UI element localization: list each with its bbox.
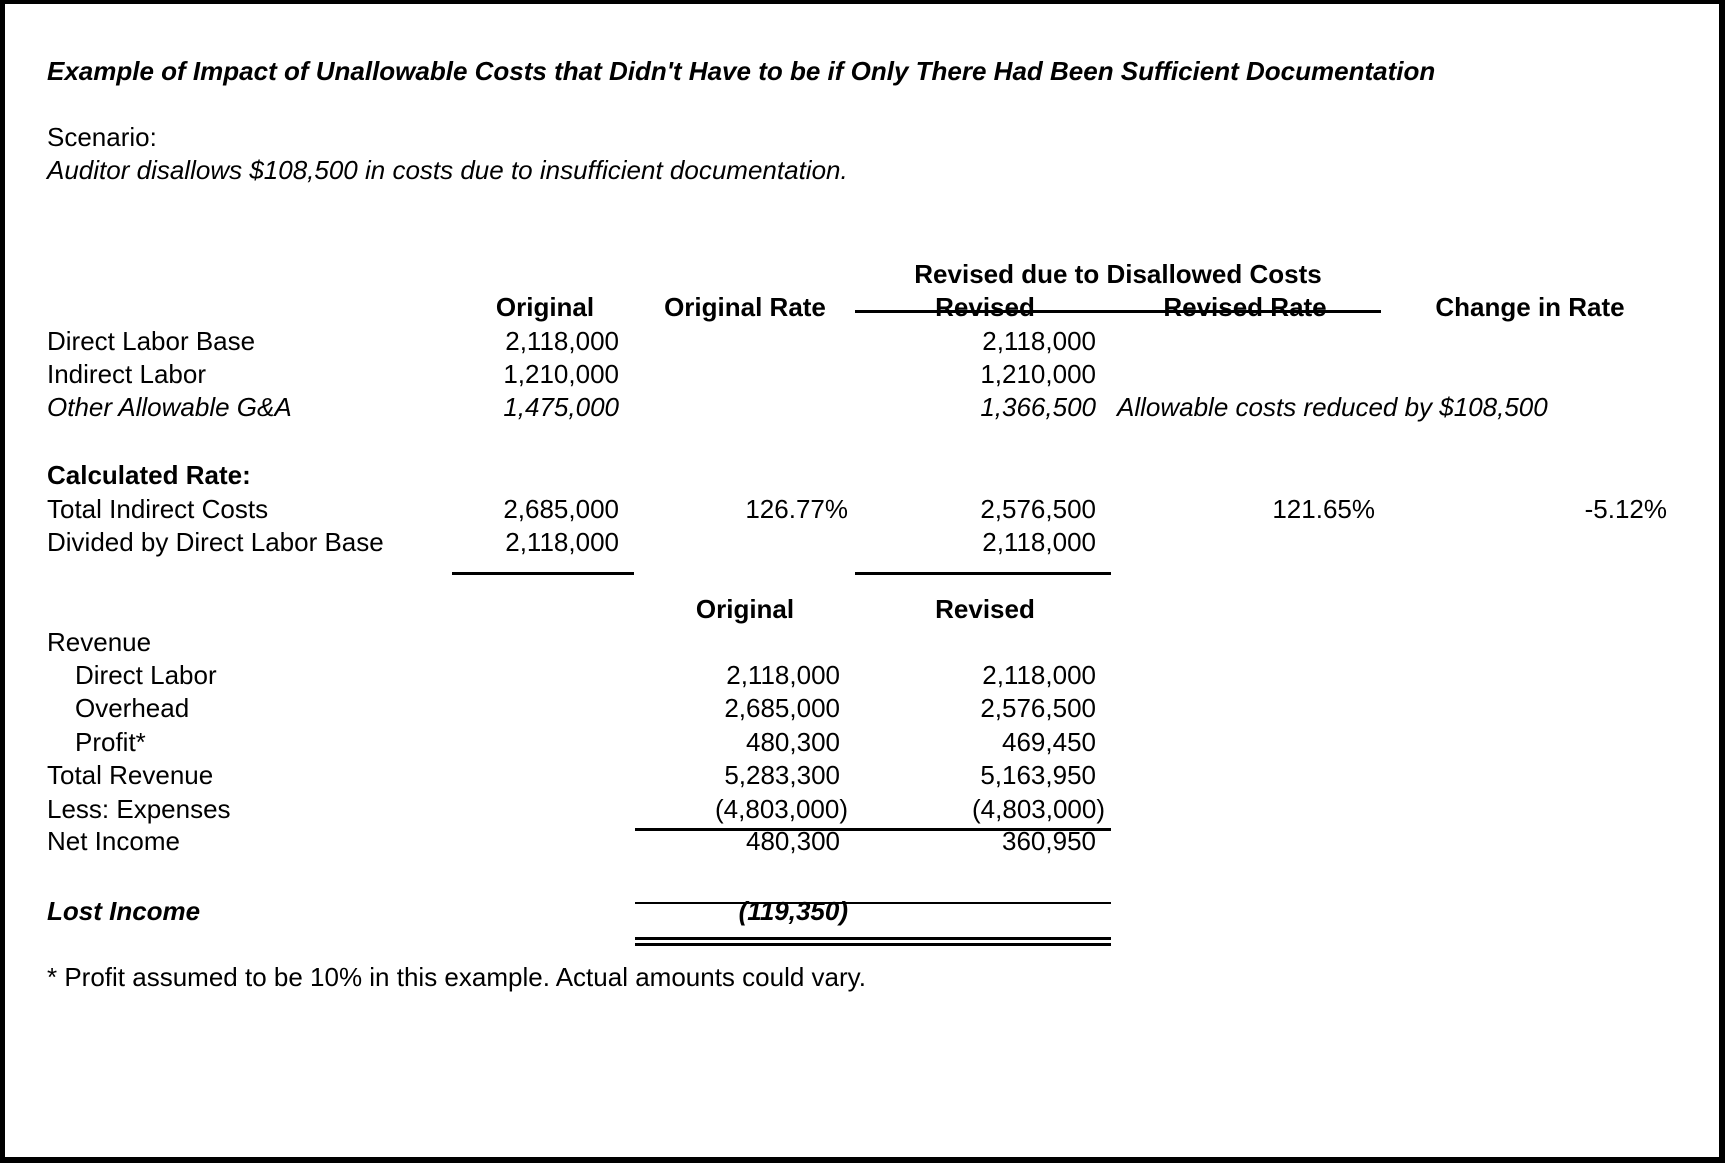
- expenses-original: (4,803,000): [715, 794, 848, 824]
- row-original: 1,210,000: [503, 359, 619, 389]
- document-title: Example of Impact of Unallowable Costs that Didn't Have to be if Only There Had Been Sufficient Documentation: [47, 56, 1436, 86]
- revised-rate-value: 121.65%: [1272, 494, 1375, 524]
- net-income-revised: 360,950: [1002, 826, 1096, 856]
- total-revenue-label: Total Revenue: [47, 760, 214, 790]
- denominator-label: Divided by Direct Labor Base: [47, 527, 384, 557]
- scenario-text: Auditor disallows $108,500 in costs due to insufficient documentation.: [47, 155, 848, 185]
- revised-fraction-line: [855, 572, 1111, 575]
- numerator-label: Total Indirect Costs: [47, 494, 269, 524]
- income-row-label: Profit*: [75, 727, 146, 757]
- row-revised: 1,366,500: [980, 392, 1096, 422]
- total-revenue-original: 5,283,300: [724, 760, 840, 790]
- double-underline-bottom: [635, 943, 1111, 946]
- row-note: Allowable costs reduced by $108,500: [1117, 392, 1548, 422]
- income-row-original: 2,685,000: [724, 693, 840, 723]
- original-numerator: 2,685,000: [503, 494, 619, 524]
- expenses-label: Less: Expenses: [47, 794, 231, 824]
- income-header-original: Original: [695, 594, 795, 624]
- revised-denominator: 2,118,000: [982, 527, 1096, 557]
- row-label: Other Allowable G&A: [47, 392, 292, 422]
- net-income-label: Net Income: [47, 826, 180, 856]
- row-original: 2,118,000: [505, 326, 619, 356]
- income-row-revised: 469,450: [1002, 727, 1096, 757]
- calculated-rate-heading: Calculated Rate:: [47, 460, 251, 490]
- income-header-revised: Revised: [935, 594, 1035, 624]
- row-original: 1,475,000: [503, 392, 619, 422]
- row-revised: 2,118,000: [982, 326, 1096, 356]
- revised-numerator: 2,576,500: [980, 494, 1096, 524]
- income-row-label: Direct Labor: [75, 660, 217, 690]
- row-label: Indirect Labor: [47, 359, 206, 389]
- income-row-original: 2,118,000: [726, 660, 840, 690]
- row-label: Direct Labor Base: [47, 326, 256, 356]
- original-fraction-line: [452, 572, 634, 575]
- total-revenue-revised: 5,163,950: [980, 760, 1096, 790]
- income-row-label: Overhead: [75, 693, 190, 723]
- income-row-revised: 2,118,000: [982, 660, 1096, 690]
- change-in-rate-value: -5.12%: [1584, 494, 1667, 524]
- scenario-label: Scenario:: [47, 122, 157, 152]
- original-denominator: 2,118,000: [505, 527, 619, 557]
- lost-income-label: Lost Income: [47, 896, 201, 926]
- group-header-revised: Revised due to Disallowed Costs: [914, 259, 1322, 289]
- header-original: Original: [495, 292, 595, 322]
- income-row-revised: 2,576,500: [980, 693, 1096, 723]
- header-change-in-rate: Change in Rate: [1435, 292, 1625, 322]
- expenses-revised: (4,803,000): [972, 794, 1105, 824]
- income-row-original: 480,300: [746, 727, 840, 757]
- row-revised: 1,210,000: [980, 359, 1096, 389]
- header-revised-rate: Revised Rate: [1163, 292, 1327, 322]
- footnote: * Profit assumed to be 10% in this example. Actual amounts could vary.: [47, 962, 866, 992]
- net-income-original: 480,300: [746, 826, 840, 856]
- double-underline-top: [635, 937, 1111, 940]
- header-original-rate: Original Rate: [664, 292, 826, 322]
- revenue-section-label: Revenue: [47, 627, 152, 657]
- original-rate-value: 126.77%: [745, 494, 848, 524]
- header-revised: Revised: [935, 292, 1035, 322]
- lost-income-value: (119,350): [738, 896, 848, 926]
